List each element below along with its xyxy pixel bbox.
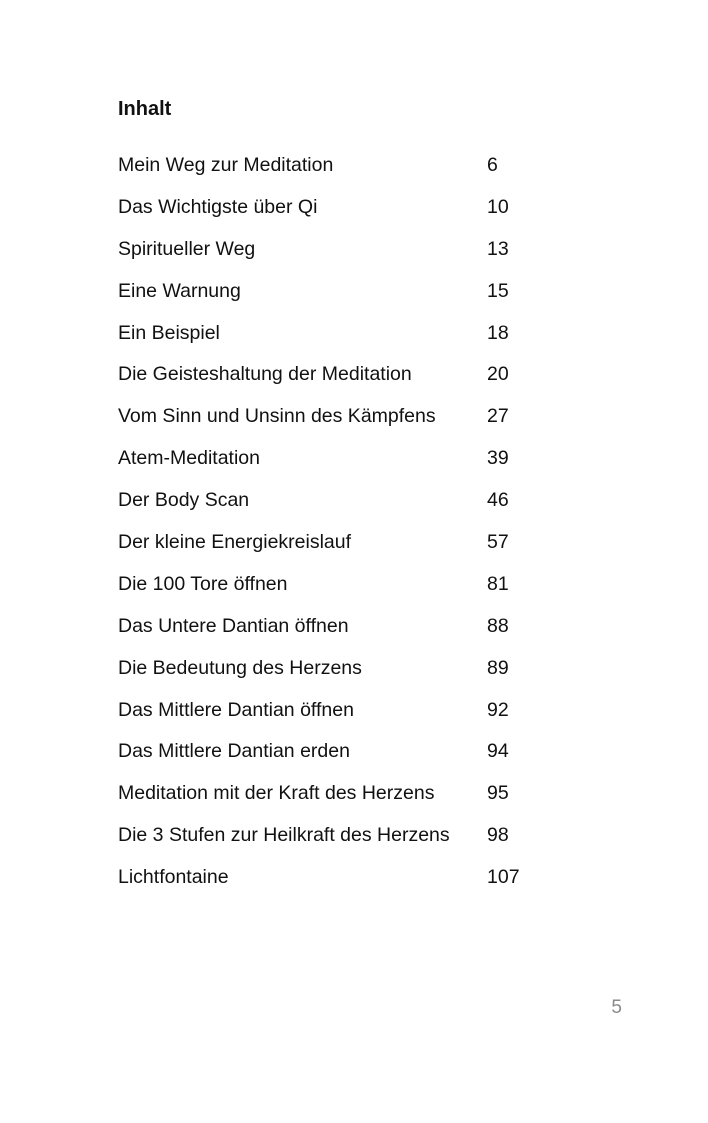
toc-entry-page: 20 [487, 363, 509, 386]
toc-entry [118, 151, 578, 193]
toc-entry [118, 235, 578, 277]
toc-entry [118, 444, 578, 486]
toc-entry-title: Die Geisteshaltung der Meditation [118, 363, 412, 386]
toc-entry-page: 95 [487, 782, 509, 805]
toc-entry-title: Das Mittlere Dantian öffnen [118, 698, 354, 721]
toc-entry-title: Das Untere Dantian öffnen [118, 614, 349, 637]
toc-entry-page: 57 [487, 531, 509, 554]
toc-entry [118, 319, 578, 361]
toc-entry-title: Vom Sinn und Unsinn des Kämpfens [118, 405, 436, 428]
toc-entry [118, 570, 578, 612]
toc-entry-title: Lichtfontaine [118, 866, 229, 889]
toc-entry [118, 402, 578, 444]
toc-entry-title: Der kleine Energiekreislauf [118, 531, 352, 554]
toc-entry-page: 13 [487, 237, 509, 260]
toc-entry [118, 528, 578, 570]
toc-entry-page: 94 [487, 740, 509, 763]
toc-entry-page: 98 [487, 824, 509, 847]
toc-entry-title: Der Body Scan [118, 489, 250, 512]
toc-entry-title: Die 100 Tore öffnen [118, 572, 288, 595]
toc-entry-title: Ein Beispiel [118, 321, 220, 344]
toc-entry-page: 88 [487, 614, 509, 637]
toc-entry [118, 360, 578, 402]
toc-entry [118, 696, 578, 738]
toc-entry-page: 15 [487, 279, 509, 302]
toc-entry [118, 612, 578, 654]
toc-entry-page: 107 [487, 866, 520, 889]
toc-entry-page: 89 [487, 656, 509, 679]
toc-entry [118, 779, 578, 821]
toc-entry [118, 821, 578, 863]
table-of-contents [118, 151, 578, 905]
toc-entry-page: 6 [487, 154, 498, 176]
page-number: 5 [611, 997, 622, 1018]
toc-entry-title: Eine Warnung [118, 279, 241, 302]
toc-entry [118, 863, 578, 905]
toc-entry-title: Meditation mit der Kraft des Herzens [118, 782, 435, 805]
toc-heading: Inhalt [118, 98, 172, 120]
toc-entry-title: Die Bedeutung des Herzens [118, 656, 362, 679]
toc-entry-page: 39 [487, 447, 509, 470]
toc-entry-title: Spiritueller Weg [118, 237, 256, 260]
toc-entry [118, 654, 578, 696]
toc-entry-title: Das Mittlere Dantian erden [118, 740, 350, 763]
toc-entry [118, 486, 578, 528]
toc-entry-page: 27 [487, 405, 509, 428]
toc-entry [118, 737, 578, 779]
toc-entry-page: 46 [487, 489, 509, 512]
toc-entry-title: Atem-Meditation [118, 447, 260, 470]
toc-entry-title: Mein Weg zur Meditation [118, 154, 334, 176]
toc-entry-page: 10 [487, 195, 509, 218]
toc-entry-title: Das Wichtigste über Qi [118, 195, 318, 218]
toc-entry-page: 92 [487, 698, 509, 721]
toc-entry-title: Die 3 Stufen zur Heilkraft des Herzens [118, 824, 450, 847]
toc-entry [118, 193, 578, 235]
toc-entry-page: 18 [487, 321, 509, 344]
toc-entry [118, 277, 578, 319]
toc-entry-page: 81 [487, 572, 509, 595]
